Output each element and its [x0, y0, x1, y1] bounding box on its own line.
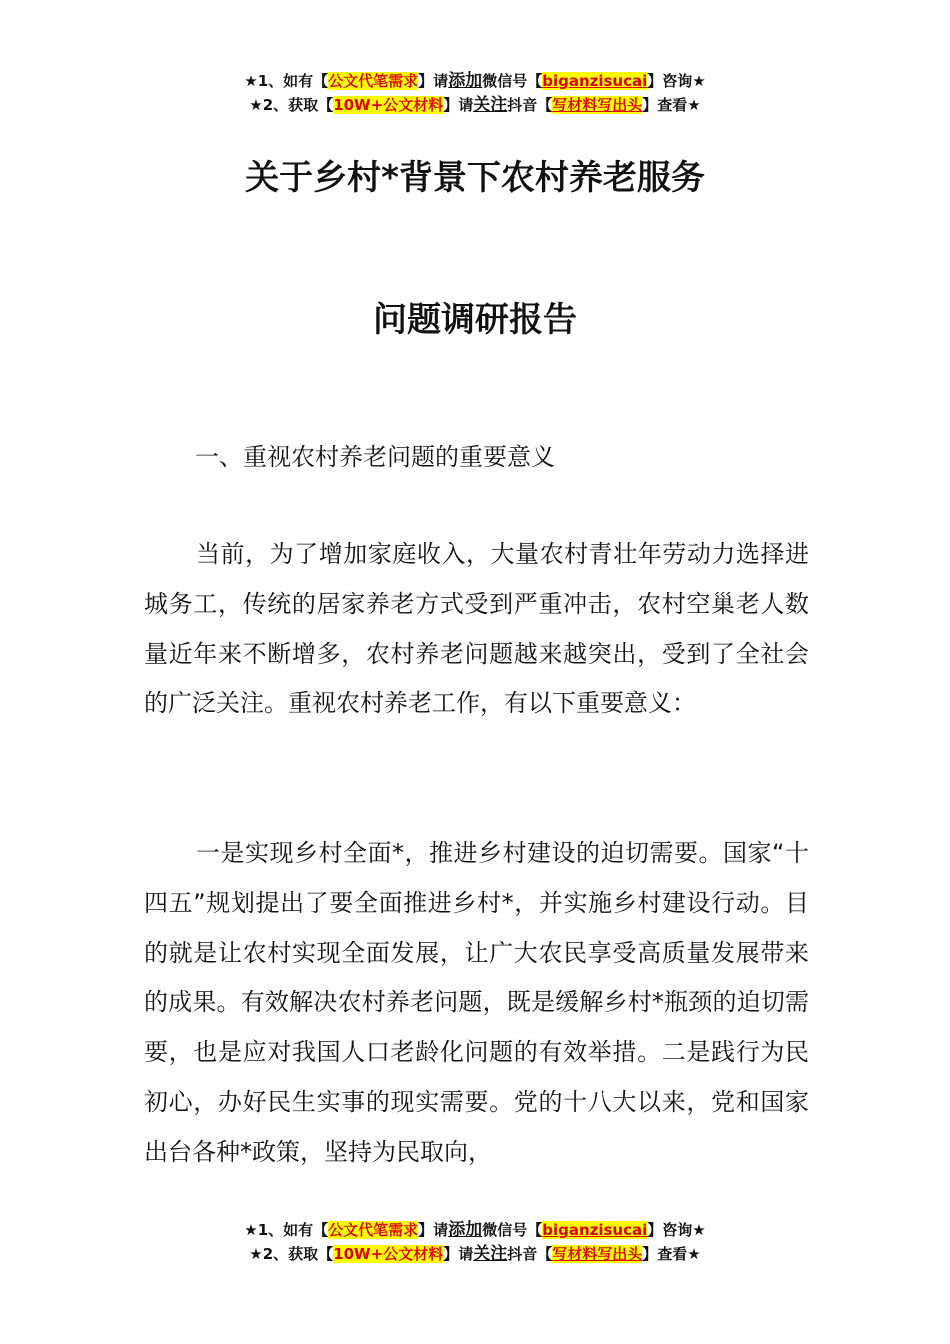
document-title-line-1: 关于乡村*背景下农村养老服务: [245, 158, 705, 198]
promo-text: 微信号【: [482, 72, 543, 90]
promo-wechat-id: biganzisucai: [542, 1221, 648, 1239]
promo-text: ★1、如有【: [244, 72, 329, 90]
promo-text: 】查看★: [642, 1245, 701, 1263]
promo-line-2: [0, 93, 950, 117]
section-heading: 一、重视农村养老问题的重要意义: [195, 443, 555, 471]
promo-text: 】请: [443, 1245, 474, 1263]
promo-douyin-id: 写材料写出头: [552, 1245, 643, 1263]
paragraph-1: [144, 530, 809, 729]
promo-text: 】查看★: [642, 96, 701, 114]
promo-emphasis: 关注: [473, 1244, 508, 1264]
paragraph-text: 一是实现乡村全面*，推进乡村建设的迫切需要。国家“十四五”规划提出了要全面推进乡村*，并实施乡村建设行动。目的就是让农村实现全面发展，让广大农民享受高质量发展带来的成果。有效解决农村养老问题，既是缓解乡村*瓶颈的迫切需要，也是应对我国人口老龄化问题的有效举措。二是践行为民初心，办好民生实事的现实需要。党的十八大以来，党和国家出台各种*政策，坚持为民取向，: [144, 839, 809, 1166]
promo-emphasis: 添加: [448, 1220, 483, 1240]
promo-highlight: 10W+公文材料: [333, 96, 444, 114]
promo-text: 】请: [418, 1221, 449, 1239]
promo-footer: [0, 1218, 950, 1266]
promo-emphasis: 关注: [473, 95, 508, 115]
promo-line-2: [0, 1242, 950, 1266]
promo-wechat-id: biganzisucai: [542, 72, 648, 90]
promo-text: 】咨询★: [647, 1221, 706, 1239]
promo-header: [0, 69, 950, 117]
promo-highlight: 10W+公文材料: [333, 1245, 444, 1263]
promo-text: 抖音【: [507, 96, 553, 114]
promo-text: 】请: [443, 96, 474, 114]
promo-douyin-id: 写材料写出头: [552, 96, 643, 114]
promo-line-1: [0, 1218, 950, 1242]
document-title-line-2: 问题调研报告: [373, 300, 577, 340]
promo-text: ★2、获取【: [249, 1245, 334, 1263]
promo-emphasis: 添加: [448, 71, 483, 91]
promo-highlight: 公文代笔需求: [328, 72, 419, 90]
promo-text: 】咨询★: [647, 72, 706, 90]
paragraph-2: [144, 829, 809, 1178]
promo-text: 】请: [418, 72, 449, 90]
promo-highlight: 公文代笔需求: [328, 1221, 419, 1239]
paragraph-text: 当前，为了增加家庭收入，大量农村青壮年劳动力选择进城务工，传统的居家养老方式受到严重冲击，农村空巢老人数量近年来不断增多，农村养老问题越来越突出，受到了全社会的广泛关注。重视农村养老工作，有以下重要意义：: [144, 540, 809, 718]
promo-text: ★2、获取【: [249, 96, 334, 114]
promo-text: 抖音【: [507, 1245, 553, 1263]
promo-line-1: [0, 69, 950, 93]
promo-text: ★1、如有【: [244, 1221, 329, 1239]
promo-text: 微信号【: [482, 1221, 543, 1239]
